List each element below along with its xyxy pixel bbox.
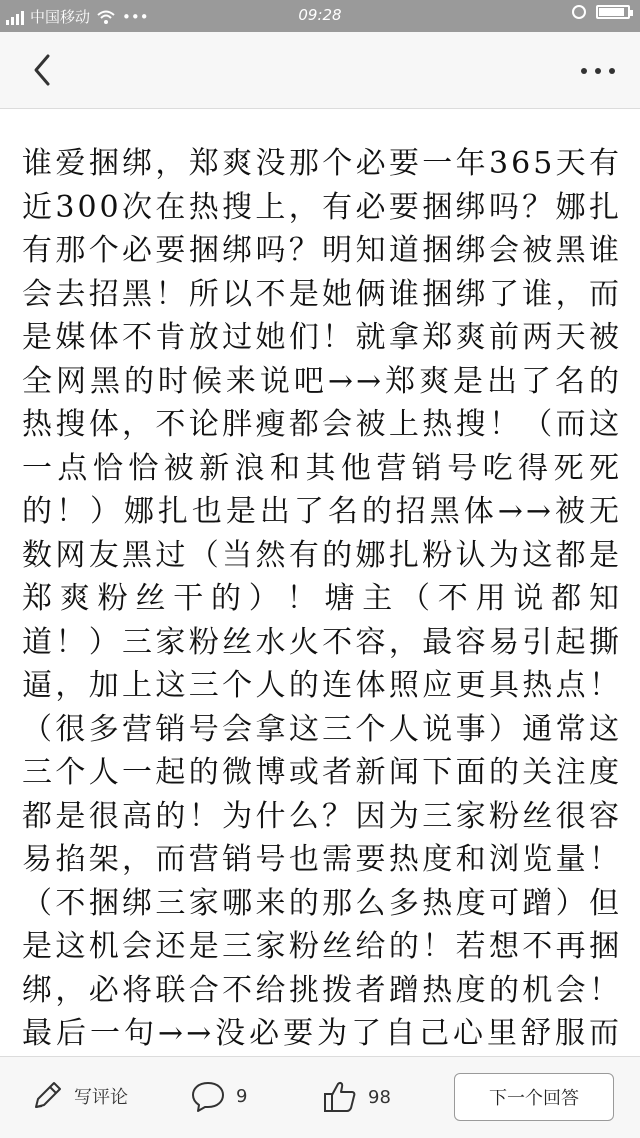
write-comment-label: 写评论 — [74, 1087, 128, 1108]
bottom-action-bar — [0, 1056, 640, 1138]
battery-level — [599, 8, 624, 16]
status-bar — [0, 0, 640, 32]
answer-content: 谁爱捆绑，郑爽没那个必要一年365天有近300次在热搜上，有必要捆绑吗？娜扎有那个必要捆绑吗？明知道捆绑会被黑谁会去招黑！所以不是她俩谁捆绑了谁，而是媒体不肯放过她们！就拿郑爽前两天被全网黑的时候来说吧→→郑爽是出了名的热搜体，不论胖瘦都会被上热搜！（而这一点恰恰被新浪和其他营销号吃得死死的！）娜扎也是出了名的招黑体→→被无数网友黑过（当然有的娜扎粉认为这都是郑爽粉丝干的）！塘主（不用说都知道！）三家粉丝水火不容，最容易引起撕逼，加上这三个人的连体照应更具热点！（很多营销号会拿这三个人说事）通常这三个人一起的微博或者新闻下面的关注度都是很高的！为什么？因为三家粉丝很容易掐架，而营销号也需要热度和浏览量！（不捆绑三家哪来的那么多热度可蹭）但是这机会还是三家粉丝给的！若想不再捆绑，必将联合不给挑拨者蹭热度的机会！最后一句→→没必要为了自己心里舒服而 — [22, 146, 622, 1051]
more-options-button[interactable] — [576, 56, 620, 86]
like-count: 98 — [368, 1086, 391, 1108]
status-time: 09:28 — [298, 6, 342, 24]
battery-icon — [596, 5, 630, 19]
chevron-left-icon — [24, 50, 64, 90]
comment-count: 9 — [236, 1085, 248, 1107]
speech-bubble-icon — [190, 1079, 226, 1113]
pencil-icon — [30, 1079, 64, 1113]
like-button[interactable] — [322, 1079, 391, 1115]
back-button[interactable] — [24, 50, 64, 90]
more-dots-icon — [576, 56, 620, 86]
comments-button[interactable] — [190, 1079, 247, 1113]
write-comment-button[interactable] — [30, 1079, 128, 1113]
thumbs-up-icon — [322, 1079, 358, 1115]
status-right — [572, 5, 630, 19]
top-navigation-bar — [0, 32, 640, 109]
alarm-icon — [572, 5, 586, 19]
next-answer-button[interactable]: 下一个回答 — [454, 1073, 614, 1121]
status-more: ••• — [122, 7, 149, 26]
carrier-name: 中国移动 — [30, 8, 91, 26]
